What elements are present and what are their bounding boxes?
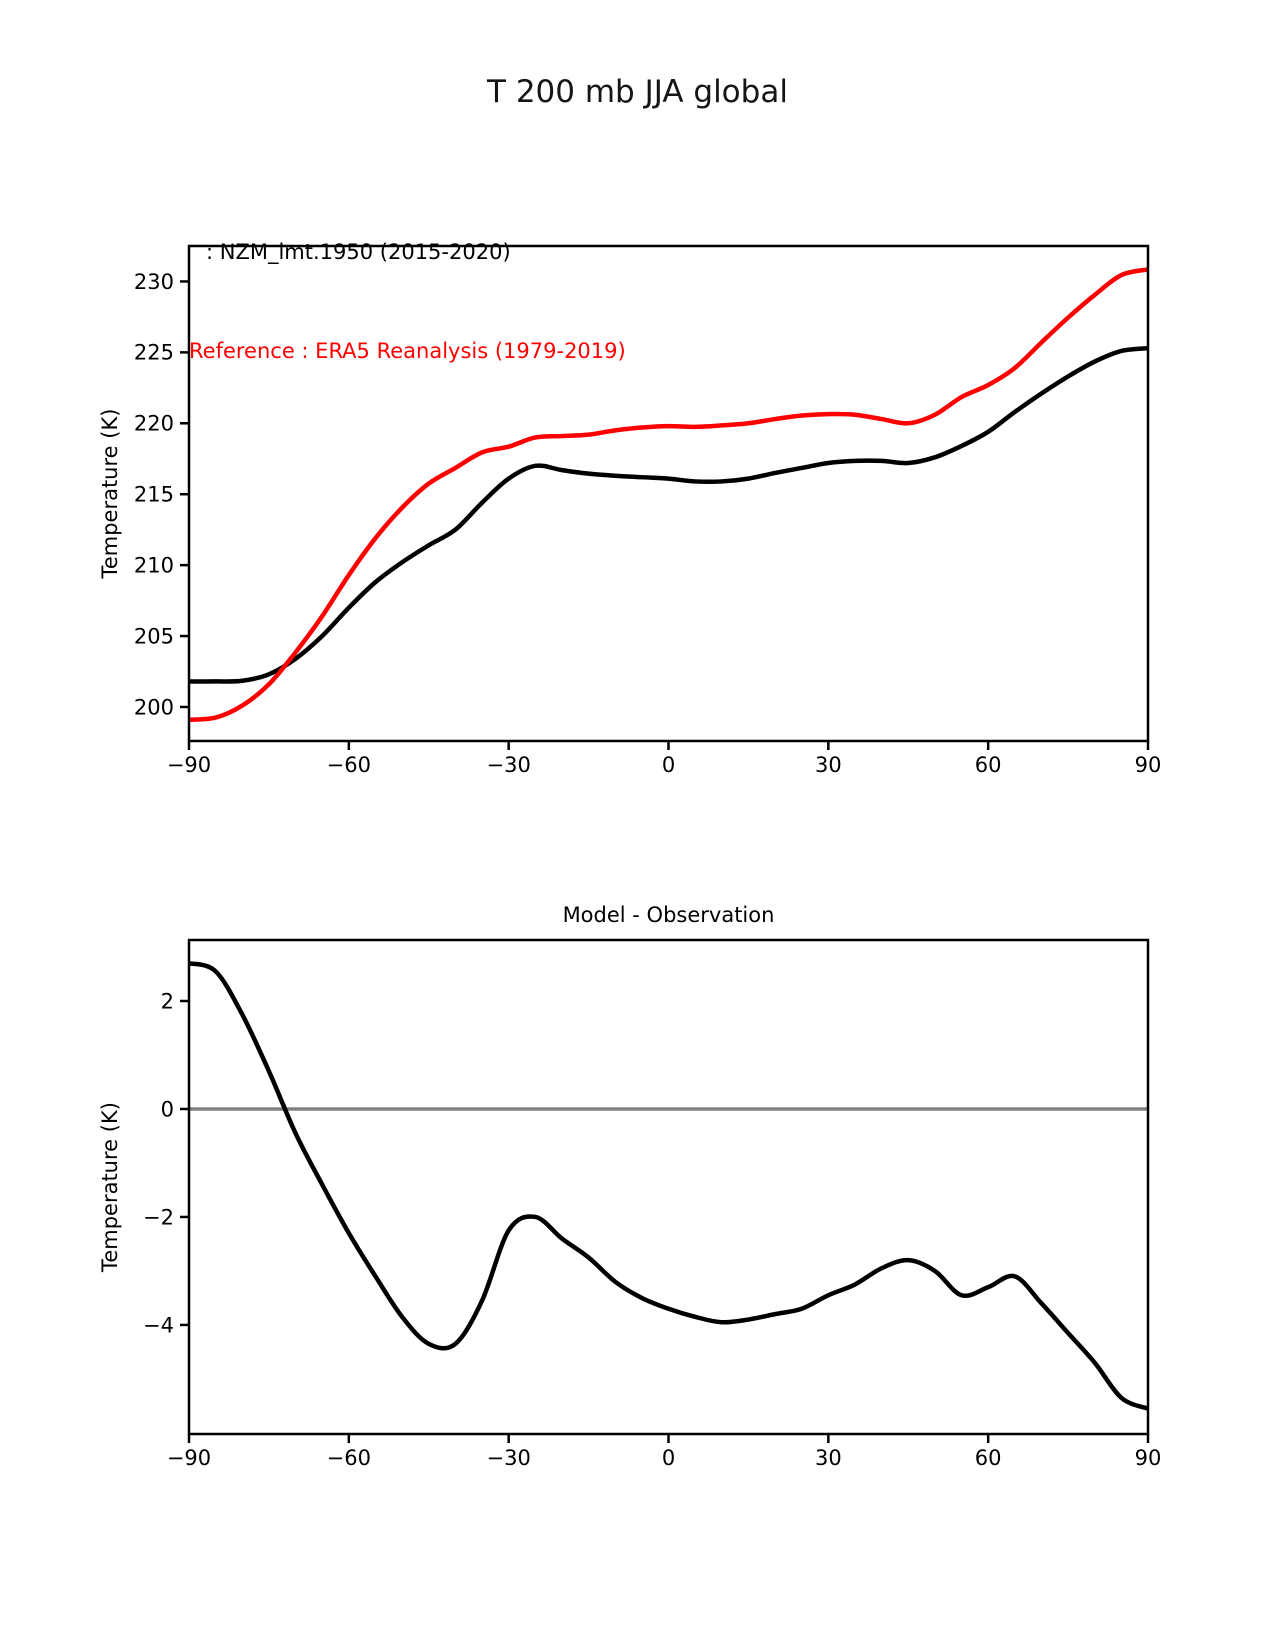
x-axis-tick-label: −60 <box>326 1446 371 1471</box>
y-axis-tick-label: −4 <box>143 1313 174 1338</box>
y-axis-tick-label: 200 <box>133 695 174 720</box>
y-axis-tick-label: 0 <box>160 1097 174 1122</box>
x-axis-tick-label: −60 <box>326 753 371 778</box>
x-axis-tick-label: 30 <box>814 1446 842 1471</box>
model-curve <box>189 348 1148 681</box>
y-axis-tick-label: −2 <box>143 1205 174 1230</box>
y-axis-tick-label: 220 <box>133 411 174 436</box>
x-axis-tick-label: 60 <box>974 1446 1002 1471</box>
x-axis-tick-label: 60 <box>974 753 1002 778</box>
x-axis-tick-label: 0 <box>661 1446 676 1471</box>
plot-border <box>189 940 1148 1434</box>
difference-chart <box>98 940 1161 1470</box>
y-axis-tick-label: 225 <box>133 340 174 365</box>
legend-model-entry: : NZM_lmt.1950 (2015-2020) <box>206 240 511 264</box>
bottom-chart-title: Model - Observation <box>562 903 775 927</box>
y-axis-tick-label: 215 <box>133 482 174 507</box>
x-axis-tick-label: −90 <box>166 1446 212 1471</box>
x-axis-tick-label: −90 <box>166 753 212 778</box>
x-axis-tick-label: 90 <box>1134 753 1162 778</box>
legend-reference-entry: Reference : ERA5 Reanalysis (1979-2019) <box>189 339 626 363</box>
y-axis-tick-label: 205 <box>133 624 174 649</box>
difference-curve <box>189 963 1148 1408</box>
x-axis-tick-label: 30 <box>814 753 842 778</box>
x-axis-tick-label: −30 <box>486 753 531 778</box>
plot-border <box>189 246 1148 741</box>
y-axis-tick-label: 2 <box>160 989 174 1014</box>
y-axis-tick-label: 210 <box>133 553 174 578</box>
y-axis-label: Temperature (K) <box>98 1102 122 1272</box>
y-axis-label: Temperature (K) <box>98 408 122 579</box>
x-axis-tick-label: −30 <box>486 1446 531 1471</box>
figure-title: T 200 mb JJA global <box>487 74 788 110</box>
y-axis-tick-label: 230 <box>133 269 174 294</box>
x-axis-tick-label: 0 <box>661 753 676 778</box>
x-axis-tick-label: 90 <box>1134 1446 1162 1471</box>
reference-curve <box>189 269 1148 719</box>
top-temperature-chart <box>98 246 1161 777</box>
